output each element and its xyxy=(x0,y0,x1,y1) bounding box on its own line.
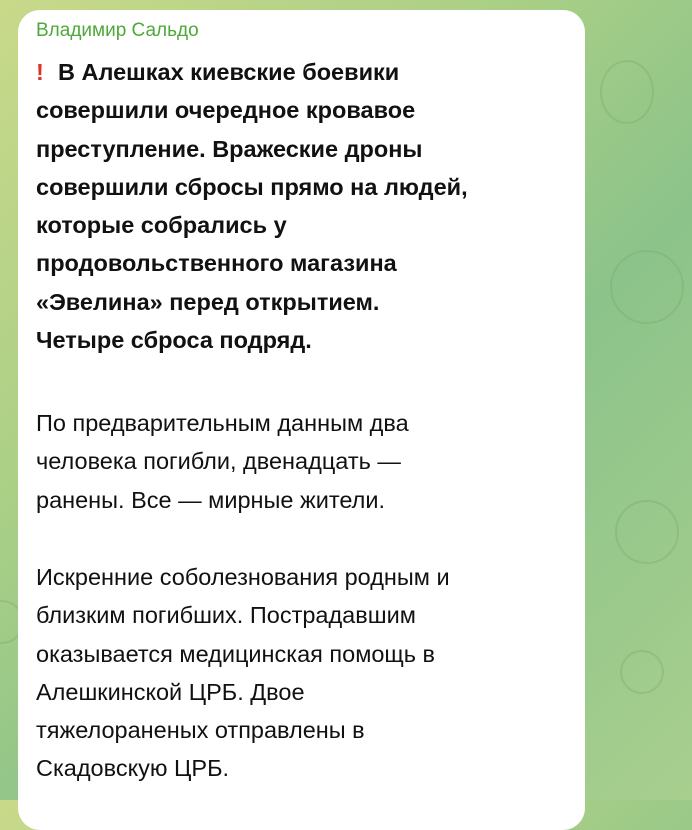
text-line: совершили сбросы прямо на людей, xyxy=(36,173,468,200)
text-line: ранены. Все — мирные жители. xyxy=(36,486,385,513)
text-line: В Алешках киевские боевики xyxy=(58,59,400,85)
text-line: Скадовскую ЦРБ. xyxy=(36,755,230,782)
sender-name[interactable]: Владимир Сальдо xyxy=(36,20,199,41)
message-paragraph-casualties xyxy=(36,404,409,519)
doodle-icon xyxy=(610,250,684,324)
text-line: близким погибших. Пострадавшим xyxy=(36,602,416,629)
text-line: Четыре сброса подряд. xyxy=(36,327,312,354)
message-paragraph-condolences xyxy=(36,558,450,788)
text-line: Искренние соболезнования родным и xyxy=(36,564,450,590)
text-line: преступление. Вражеские дроны xyxy=(36,135,423,162)
text-line: По предварительным данным два xyxy=(36,410,409,436)
text-line: тяжелораненых отправлены в xyxy=(36,717,365,744)
text-line: продовольственного магазина xyxy=(36,250,397,277)
text-line: человека погибли, двенадцать — xyxy=(36,448,401,475)
doodle-icon xyxy=(620,650,664,694)
text-line: Алешкинской ЦРБ. Двое xyxy=(36,678,305,705)
text-line: которые собрались у xyxy=(36,212,287,239)
text-line: совершили очередное кровавое xyxy=(36,97,416,124)
doodle-icon xyxy=(600,60,654,124)
exclamation-icon: ! xyxy=(36,59,44,85)
text-line: «Эвелина» перед открытием. xyxy=(36,288,380,315)
text-line: оказывается медицинская помощь в xyxy=(36,640,436,667)
message-bold-paragraph xyxy=(36,53,468,359)
doodle-icon xyxy=(615,500,679,564)
